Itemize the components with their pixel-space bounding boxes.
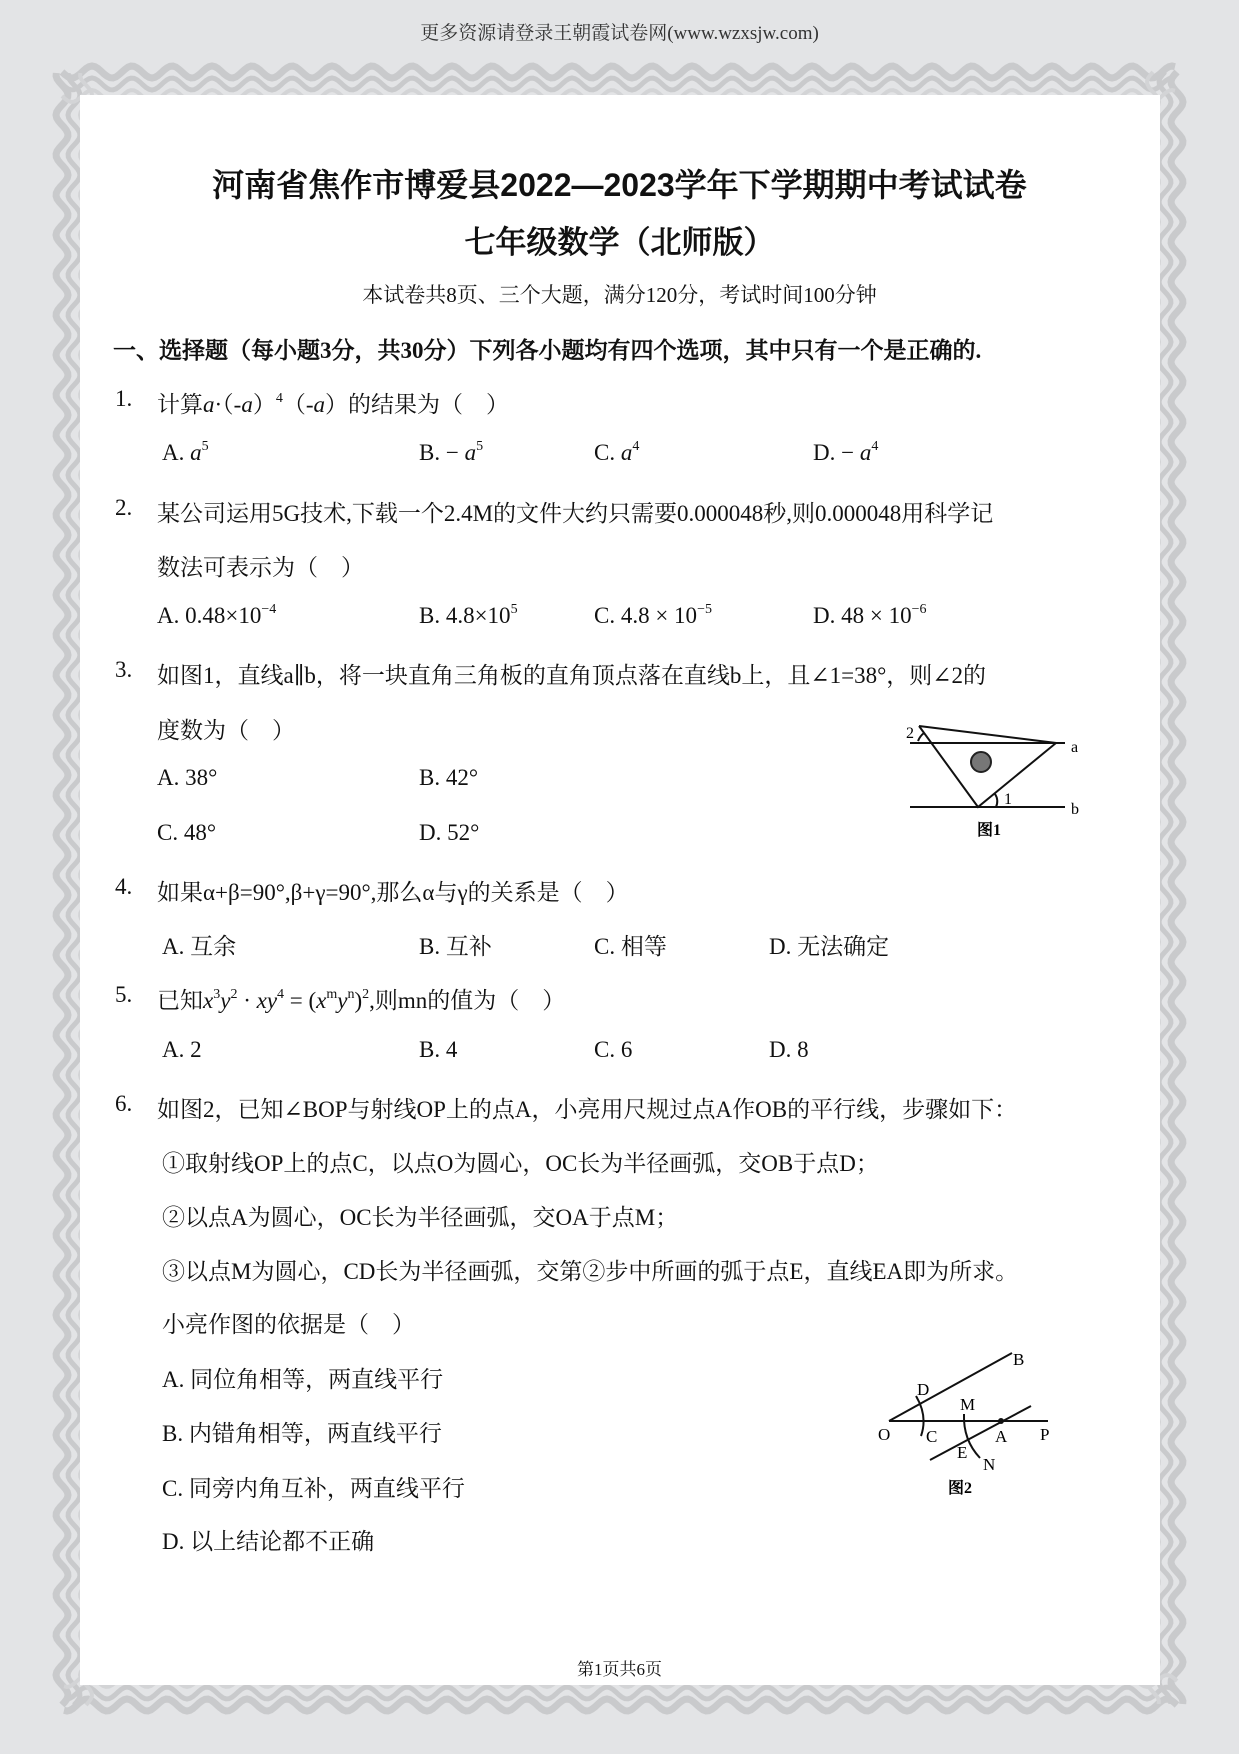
option-a: A. $0.48\times 10^{-4}$ <box>157 602 277 628</box>
label-o: O <box>878 1425 891 1444</box>
label-a: A <box>995 1427 1008 1446</box>
label-b: B <box>1013 1350 1025 1369</box>
question-text: 已知$x^3y^2 \cdot xy^4 = (x^my^n)^2$,则mn的值为（ ） <box>157 987 566 1013</box>
line-b-label: b <box>1071 801 1079 818</box>
line-a-label: a <box>1071 739 1079 756</box>
option-d: D. − $a^4$ <box>813 439 879 465</box>
option-d: D. 以上结论都不正确 <box>162 1529 375 1554</box>
option-c: C. $a^4$ <box>594 439 640 465</box>
exam-subtitle: 七年级数学（北师版） <box>464 225 775 260</box>
option-a: A. 同位角相等，两直线平行 <box>162 1367 444 1392</box>
option-c: C. 6 <box>594 1037 633 1062</box>
option-d: D. 52° <box>419 820 480 845</box>
figure-1 <box>880 700 1120 850</box>
question-number: 6. <box>115 1091 133 1116</box>
option-c: C. 相等 <box>594 934 667 959</box>
angle-2-label: 2 <box>906 725 914 742</box>
exam-info: 本试卷共8页、三个大题，满分120分，考试时间100分钟 <box>362 283 877 307</box>
figure-2 <box>860 1330 1080 1510</box>
option-b: B. 互补 <box>419 934 492 959</box>
question-number: 2. <box>115 495 133 520</box>
angle-1-label: 1 <box>1004 791 1012 808</box>
option-a: A. 互余 <box>162 934 237 959</box>
question-prompt: 小亮作图的依据是（ ） <box>162 1312 415 1337</box>
question-text: 某公司运用5G技术,下载一个2.4M的文件大约只需要0.000048秒,则0.000048用科学记 <box>157 501 994 526</box>
exam-title: 河南省焦作市博爱县2022—2023学年下学期期中考试试卷 <box>212 167 1027 203</box>
figure-1-caption: 图1 <box>977 822 1002 839</box>
option-c: C. 48° <box>157 820 217 845</box>
option-c: C. 同旁内角互补，两直线平行 <box>162 1476 465 1501</box>
option-d: D. $48 \times 10^{-6}$ <box>813 602 927 628</box>
question-text: 如图1，直线a∥b，将一块直角三角板的直角顶点落在直线b上，且∠1=38°，则∠2的 <box>157 663 987 688</box>
option-d: D. 8 <box>769 1037 809 1062</box>
step-1: ①取射线OP上的点C，以点O为圆心，OC长为半径画弧，交OB于点D； <box>162 1151 879 1176</box>
option-c: C. $4.8 \times 10^{-5}$ <box>594 602 712 628</box>
option-b: B. 4 <box>419 1037 458 1062</box>
question-text-cont: 度数为（ ） <box>157 718 295 743</box>
option-a: A. 38° <box>157 765 218 790</box>
header-note: 更多资源请登录王朝霞试卷网(www.wzxsjw.com) <box>420 23 819 44</box>
option-b: B. 42° <box>419 765 479 790</box>
step-2: ②以点A为圆心，OC长为半径画弧，交OA于点M； <box>162 1205 679 1230</box>
label-e: E <box>957 1443 968 1462</box>
option-d: D. 无法确定 <box>769 934 890 959</box>
label-n: N <box>983 1455 996 1474</box>
option-b: B. − $a^5$ <box>419 439 484 465</box>
question-text: 如图2，已知∠BOP与射线OP上的点A，小亮用尺规过点A作OB的平行线，步骤如下： <box>157 1097 1018 1122</box>
option-b: B. 内错角相等，两直线平行 <box>162 1421 442 1446</box>
section-heading: 一、选择题（每小题3分，共30分）下列各小题均有四个选项，其中只有一个是正确的. <box>113 338 982 363</box>
question-text: 如果α+β=90°,β+γ=90°,那么α与γ的关系是（ ） <box>157 880 629 905</box>
page-footer: 第1页共6页 <box>577 1660 662 1679</box>
label-c: C <box>926 1427 938 1446</box>
label-m: M <box>960 1395 976 1414</box>
question-text-cont: 数法可表示为（ ） <box>157 555 364 580</box>
label-p: P <box>1040 1425 1050 1444</box>
question-number: 5. <box>115 982 133 1007</box>
question-number: 1. <box>115 386 133 411</box>
question-number: 3. <box>115 657 133 682</box>
option-b: B. $4.8\times 10^5$ <box>419 602 518 628</box>
figure-2-caption: 图2 <box>948 1480 973 1497</box>
label-d: D <box>917 1380 930 1399</box>
step-3: ③以点M为圆心，CD长为半径画弧，交第②步中所画的弧于点E，直线EA即为所求。 <box>162 1259 1019 1284</box>
question-text: 计算$a\cdot(-a)^4(-a)$的结果为（ ） <box>157 391 509 417</box>
option-a: A. $a^5$ <box>162 439 209 465</box>
question-number: 4. <box>115 874 133 899</box>
option-a: A. 2 <box>162 1037 202 1062</box>
